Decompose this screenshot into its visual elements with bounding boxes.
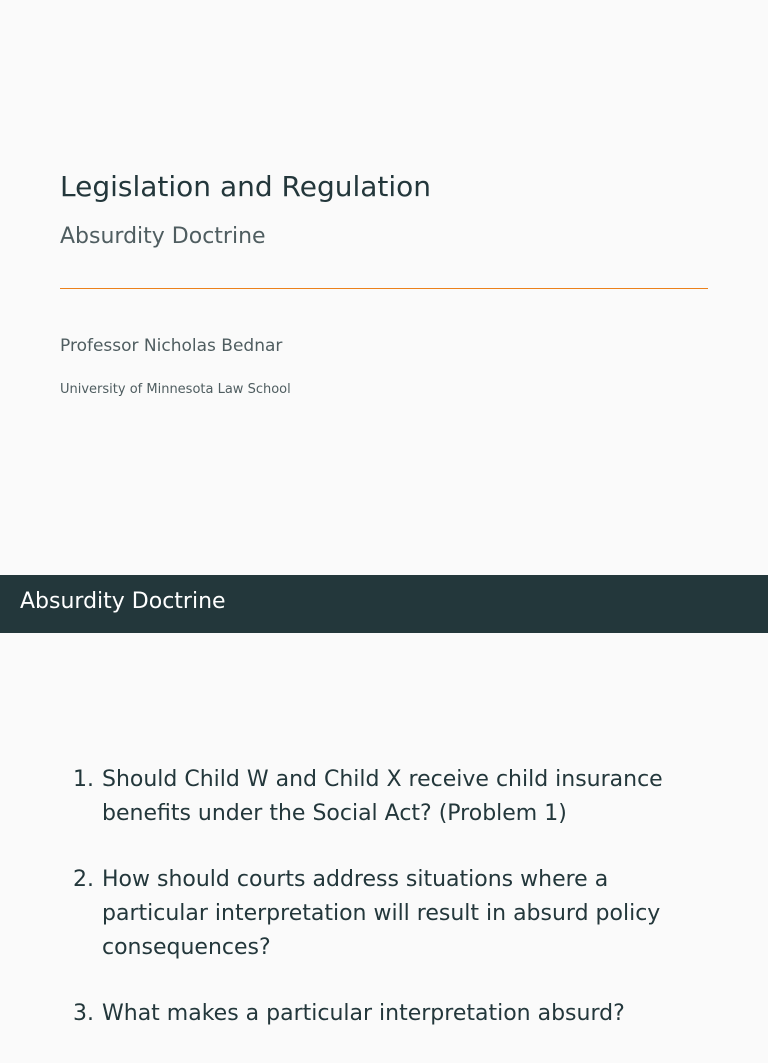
list-item-text: Should Child W and Child X receive child insurance benefits under the Social Act? (Problem 1) — [102, 767, 663, 826]
list-item — [62, 863, 702, 965]
presentation-subtitle: Absurdity Doctrine — [60, 224, 266, 249]
frame-title-bar — [0, 575, 768, 633]
list-item-number: 3. — [73, 1001, 94, 1026]
list-item-number: 1. — [73, 767, 94, 792]
author-name: Professor Nicholas Bednar — [60, 336, 283, 356]
question-list — [62, 763, 702, 1063]
frame-body — [0, 633, 768, 1024]
list-item-text: What makes a particular interpretation absurd? — [102, 1001, 625, 1026]
frame-title: Absurdity Doctrine — [20, 589, 226, 614]
list-item — [62, 763, 702, 831]
title-divider — [60, 288, 708, 289]
presentation-title: Legislation and Regulation — [60, 170, 432, 203]
institute-name: University of Minnesota Law School — [60, 382, 291, 397]
list-item-text: How should courts address situations where a particular interpretation will result in absurd policy consequences? — [102, 867, 661, 960]
list-item — [62, 997, 702, 1031]
list-item-number: 2. — [73, 867, 94, 892]
